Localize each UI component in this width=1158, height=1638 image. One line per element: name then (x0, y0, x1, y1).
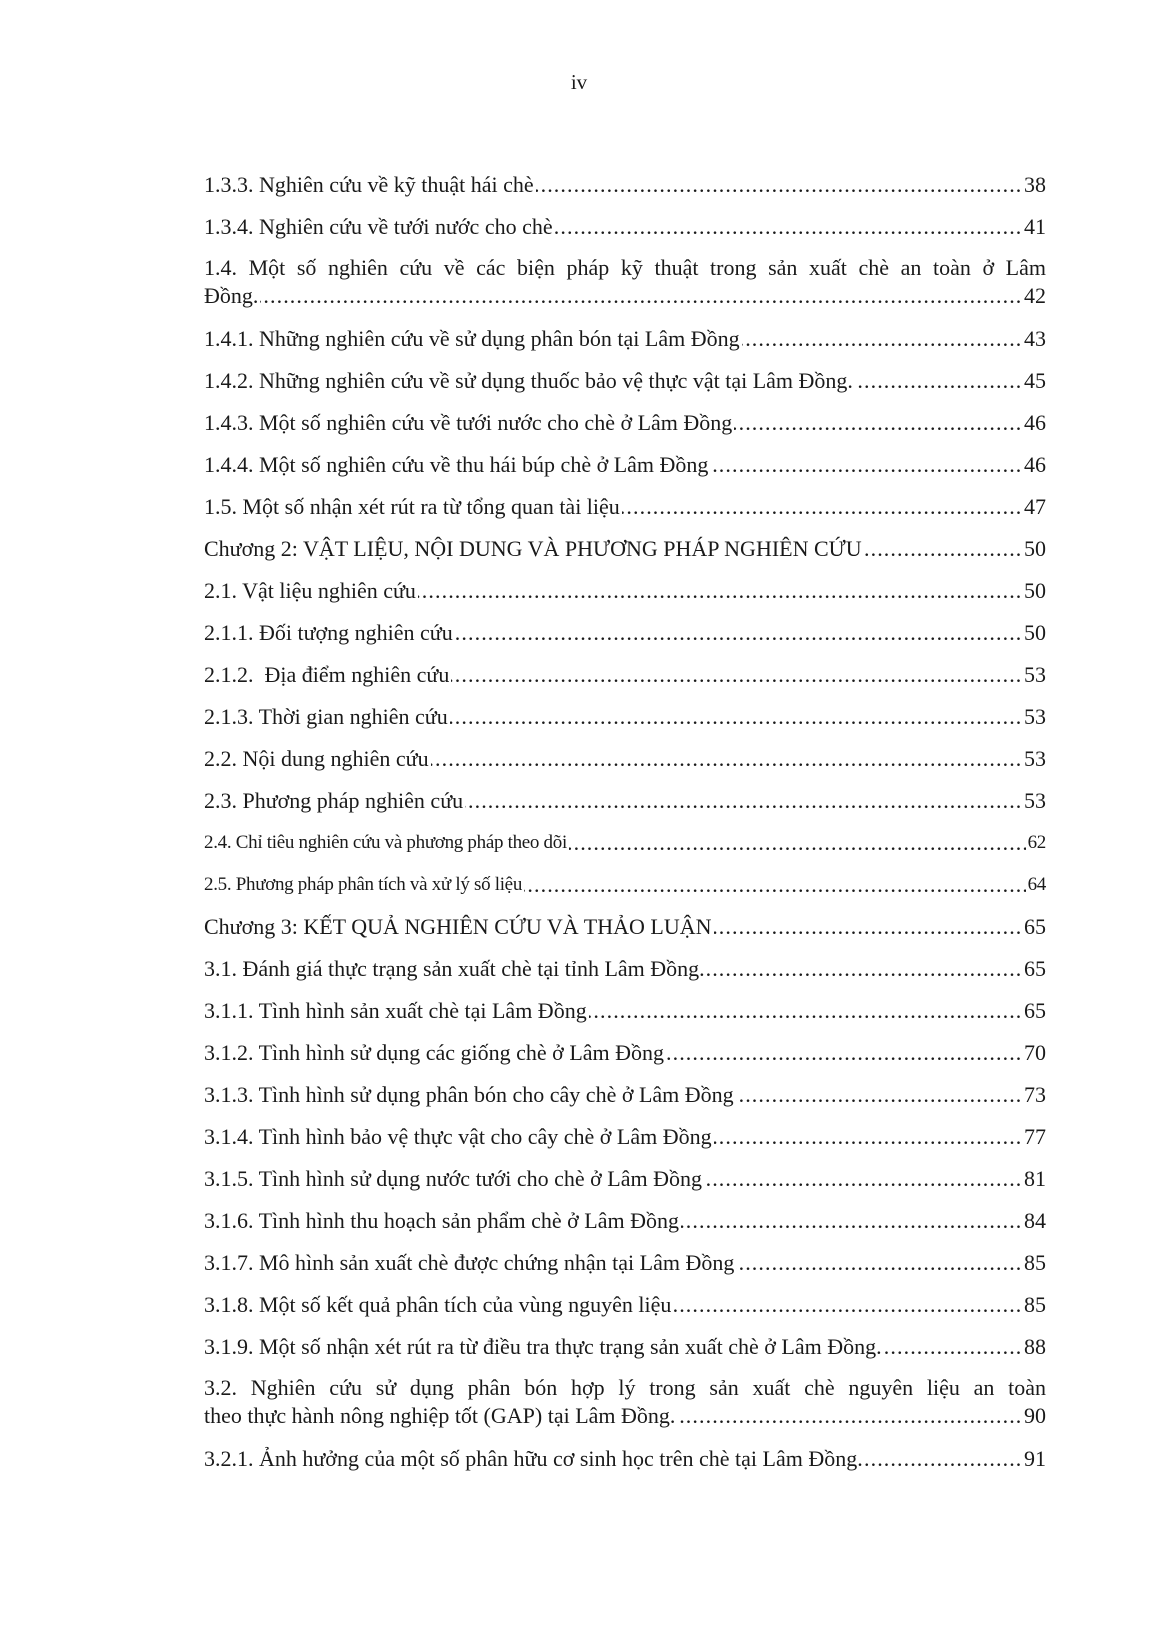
toc-entry[interactable] (204, 318, 1046, 360)
toc-entry-label: 1.3.3. Nghiên cứu về kỹ thuật hái chè (204, 172, 534, 197)
toc-entry-page: 62 (1026, 822, 1046, 864)
toc-entry-label: 3.1.3. Tình hình sử dụng phân bón cho cây chè ở Lâm Đồng (204, 1082, 734, 1107)
toc-entry[interactable] (204, 822, 1046, 864)
toc-entry[interactable] (204, 1116, 1046, 1158)
toc-entry[interactable] (204, 164, 1046, 206)
toc-entry-page: 90 (1024, 1403, 1046, 1428)
toc-entry-label: 3.1.9. Một số nhận xét rút ra từ điều tra thực trạng sản xuất chè ở Lâm Đồng. (204, 1334, 882, 1359)
toc-entry-label: 2.1.3. Thời gian nghiên cứu (204, 704, 448, 729)
toc-entry[interactable] (204, 1326, 1046, 1368)
toc-entry-page: 85 (1022, 1284, 1046, 1326)
toc-entry-page: 47 (1022, 486, 1046, 528)
toc-entry-label: 3.1.7. Mô hình sản xuất chè được chứng nhận tại Lâm Đồng (204, 1250, 735, 1275)
toc-entry[interactable] (204, 612, 1046, 654)
toc-entry[interactable] (204, 528, 1046, 570)
toc-entry-page: 65 (1022, 948, 1046, 990)
toc-entry[interactable] (204, 1158, 1046, 1200)
toc-entry-page: 88 (1022, 1326, 1046, 1368)
table-of-contents (204, 164, 1046, 1480)
toc-entry-page: 53 (1022, 654, 1046, 696)
toc-entry-page: 73 (1022, 1074, 1046, 1116)
toc-entry-label: 3.1.5. Tình hình sử dụng nước tưới cho chè ở Lâm Đồng (204, 1166, 702, 1191)
toc-entry-label: 3.1.2. Tình hình sử dụng các giống chè ở Lâm Đồng (204, 1040, 665, 1065)
toc-entry[interactable] (204, 1242, 1046, 1284)
toc-entry-label: 3.1. Đánh giá thực trạng sản xuất chè tại tỉnh Lâm Đồng. (204, 956, 705, 981)
toc-entry-label: 1.3.4. Nghiên cứu về tưới nước cho chè (204, 214, 553, 239)
toc-entry[interactable] (204, 1200, 1046, 1242)
toc-entry[interactable] (204, 248, 1046, 318)
toc-entry-label: 1.4.3. Một số nghiên cứu về tưới nước cho chè ở Lâm Đồng (204, 410, 733, 435)
toc-entry-label-continued: Đồng. (204, 283, 259, 308)
toc-entry-page: 70 (1022, 1032, 1046, 1074)
toc-entry-label: 1.4. Một số nghiên cứu về các biện pháp kỹ thuật trong sản xuất chè an toàn ở Lâm (204, 255, 1046, 280)
toc-entry[interactable] (204, 1438, 1046, 1480)
toc-entry[interactable] (204, 402, 1046, 444)
toc-entry-page: 46 (1022, 444, 1046, 486)
toc-entry-label: 1.4.4. Một số nghiên cứu về thu hái búp chè ở Lâm Đồng (204, 452, 709, 477)
toc-entry[interactable] (204, 1032, 1046, 1074)
toc-entry-page: 53 (1022, 738, 1046, 780)
page-number: iv (570, 70, 588, 94)
toc-entry-page: 42 (1024, 283, 1046, 308)
toc-entry-label: 2.1.1. Đối tượng nghiên cứu (204, 620, 453, 645)
toc-entry[interactable] (204, 948, 1046, 990)
toc-entry-page: 43 (1022, 318, 1046, 360)
toc-entry-page: 65 (1022, 990, 1046, 1032)
toc-entry[interactable] (204, 486, 1046, 528)
toc-entry-label: 3.2.1. Ảnh hưởng của một số phân hữu cơ sinh học trên chè tại Lâm Đồng. (204, 1446, 863, 1471)
toc-entry[interactable] (204, 444, 1046, 486)
toc-entry[interactable] (204, 738, 1046, 780)
toc-entry-label-continued: theo thực hành nông nghiệp tốt (GAP) tại Lâm Đồng. (204, 1403, 676, 1428)
toc-entry-label: 2.1.2. Địa điểm nghiên cứu (204, 662, 450, 687)
toc-entry-page: 84 (1022, 1200, 1046, 1242)
toc-entry-page: 53 (1022, 780, 1046, 822)
toc-entry[interactable] (204, 906, 1046, 948)
toc-entry[interactable] (204, 1368, 1046, 1438)
toc-entry-page: 50 (1022, 528, 1046, 570)
toc-entry-page: 53 (1022, 696, 1046, 738)
toc-entry[interactable] (204, 864, 1046, 906)
toc-entry-page: 85 (1022, 1242, 1046, 1284)
toc-entry-page: 77 (1022, 1116, 1046, 1158)
toc-entry-label: Chương 2: VẬT LIỆU, NỘI DUNG VÀ PHƯƠNG PHÁP NGHIÊN CỨU (204, 536, 862, 561)
toc-entry-label: 3.2. Nghiên cứu sử dụng phân bón hợp lý trong sản xuất chè nguyên liệu an toàn (204, 1375, 1046, 1400)
toc-entry-page: 81 (1022, 1158, 1046, 1200)
toc-entry-label: 2.4. Chỉ tiêu nghiên cứu và phương pháp theo dõi (204, 832, 567, 853)
toc-entry[interactable] (204, 1284, 1046, 1326)
toc-entry-label: 1.4.1. Những nghiên cứu về sử dụng phân bón tại Lâm Đồng (204, 326, 740, 351)
toc-entry-page: 46 (1022, 402, 1046, 444)
toc-entry[interactable] (204, 990, 1046, 1032)
toc-entry[interactable] (204, 1074, 1046, 1116)
toc-entry-label: 1.4.2. Những nghiên cứu về sử dụng thuốc bảo vệ thực vật tại Lâm Đồng. (204, 368, 853, 393)
toc-entry-label: 2.5. Phương pháp phân tích và xử lý số liệu (204, 874, 523, 895)
toc-entry[interactable] (204, 780, 1046, 822)
toc-entry-page: 91 (1022, 1438, 1046, 1480)
toc-entry-page: 38 (1022, 164, 1046, 206)
toc-entry-label: 2.3. Phương pháp nghiên cứu (204, 788, 464, 813)
toc-entry[interactable] (204, 570, 1046, 612)
toc-entry-page: 45 (1022, 360, 1046, 402)
toc-entry-label: 3.1.1. Tình hình sản xuất chè tại Lâm Đồng (204, 998, 587, 1023)
toc-entry-page: 50 (1022, 612, 1046, 654)
toc-entry-label: 1.5. Một số nhận xét rút ra từ tổng quan tài liệu (204, 494, 620, 519)
toc-entry-page: 50 (1022, 570, 1046, 612)
toc-entry-label: 3.1.8. Một số kết quả phân tích của vùng nguyên liệu (204, 1292, 672, 1317)
toc-entry[interactable] (204, 360, 1046, 402)
toc-entry[interactable] (204, 206, 1046, 248)
toc-entry-page: 65 (1022, 906, 1046, 948)
toc-entry[interactable] (204, 654, 1046, 696)
toc-entry-label: 2.2. Nội dung nghiên cứu (204, 746, 429, 771)
toc-entry-label: 3.1.6. Tình hình thu hoạch sản phẩm chè ở Lâm Đồng (204, 1208, 679, 1233)
toc-entry-page: 41 (1022, 206, 1046, 248)
toc-entry[interactable] (204, 696, 1046, 738)
toc-entry-label: Chương 3: KẾT QUẢ NGHIÊN CỨU VÀ THẢO LUẬN (204, 914, 712, 939)
toc-entry-label: 3.1.4. Tình hình bảo vệ thực vật cho cây chè ở Lâm Đồng (204, 1124, 712, 1149)
toc-entry-label: 2.1. Vật liệu nghiên cứu (204, 578, 416, 603)
toc-entry-page: 64 (1026, 864, 1046, 906)
